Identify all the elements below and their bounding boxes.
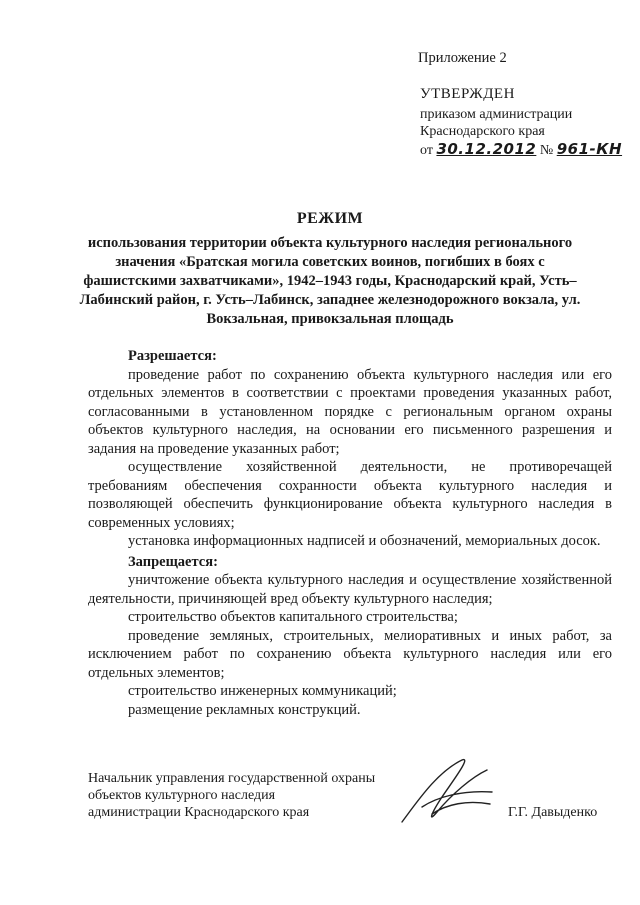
signatory-block (88, 770, 418, 821)
forbidden-item: строительство объектов капитального строительства; (128, 609, 458, 625)
signatory-line-3: администрации Краснодарского края (88, 805, 310, 820)
handwritten-signature (392, 752, 502, 832)
signatory-name: Г.Г. Давыденко (508, 805, 598, 820)
order-prefix: от (420, 143, 433, 158)
regime-body (88, 345, 612, 719)
allowed-item: осуществление хозяйственной деятельности, не противоречащей требованиям обеспечения сохранности объекта культурного наследия и позволяющей обеспечить функционирование объекта культурного наследия в современных условиях; (88, 459, 612, 531)
order-date-line (420, 140, 630, 160)
order-line-2: Краснодарского края (420, 124, 545, 139)
approved-label: УТВЕРЖДЕН (420, 86, 515, 102)
signatory-line-2: объектов культурного наследия (88, 788, 276, 803)
order-line-1: приказом администрации (420, 107, 573, 122)
forbidden-item: строительство инженерных коммуникаций; (128, 683, 397, 699)
forbidden-item: уничтожение объекта культурного наследия и осуществление хозяйственной деятельности, причиняющей вред объекту культурного наследия; (88, 572, 612, 607)
allowed-item: установка информационных надписей и обозначений, мемориальных досок. (128, 533, 601, 549)
document-subtitle: использования территории объекта культурного наследия регионального значения «Братская могила советских воинов, погибших в боях с фашистскими захватчиками», 1942–1943 годы, Краснодарский край, Усть–Лабинский район, г. Усть–Лабинск, западнее железнодорожного вокзала, ул. Вокзальная, привокзальная площадь (79, 235, 581, 327)
approval-block (420, 86, 630, 160)
forbidden-item: размещение рекламных конструкций. (128, 701, 361, 718)
title-block (70, 210, 590, 329)
allowed-item: проведение работ по сохранению объекта культурного наследия или его отдельных элементов в соответствии с проектами проведения указанных работ, согласованными в установленном порядке с региональным органом охраны объектов культурного наследия, на основании его письменного разрешения и задания на проведение указанных работ; (88, 366, 612, 457)
appendix-label: Приложение 2 (418, 50, 507, 66)
order-date: 30.12.2012 (436, 140, 537, 158)
signatory-line-1: Начальник управления государственной охраны (88, 771, 376, 786)
allowed-heading: Разрешается: (128, 348, 217, 364)
forbidden-heading: Запрещается: (128, 553, 218, 570)
order-number: 961-КН (556, 140, 623, 158)
order-no-prefix: № (539, 143, 554, 158)
document-title: РЕЖИМ (296, 210, 364, 227)
forbidden-item: проведение земляных, строительных, мелиоративных и иных работ, за исключением работ по сохранению объекта культурного наследия или его отдельных элементов; (88, 627, 612, 681)
